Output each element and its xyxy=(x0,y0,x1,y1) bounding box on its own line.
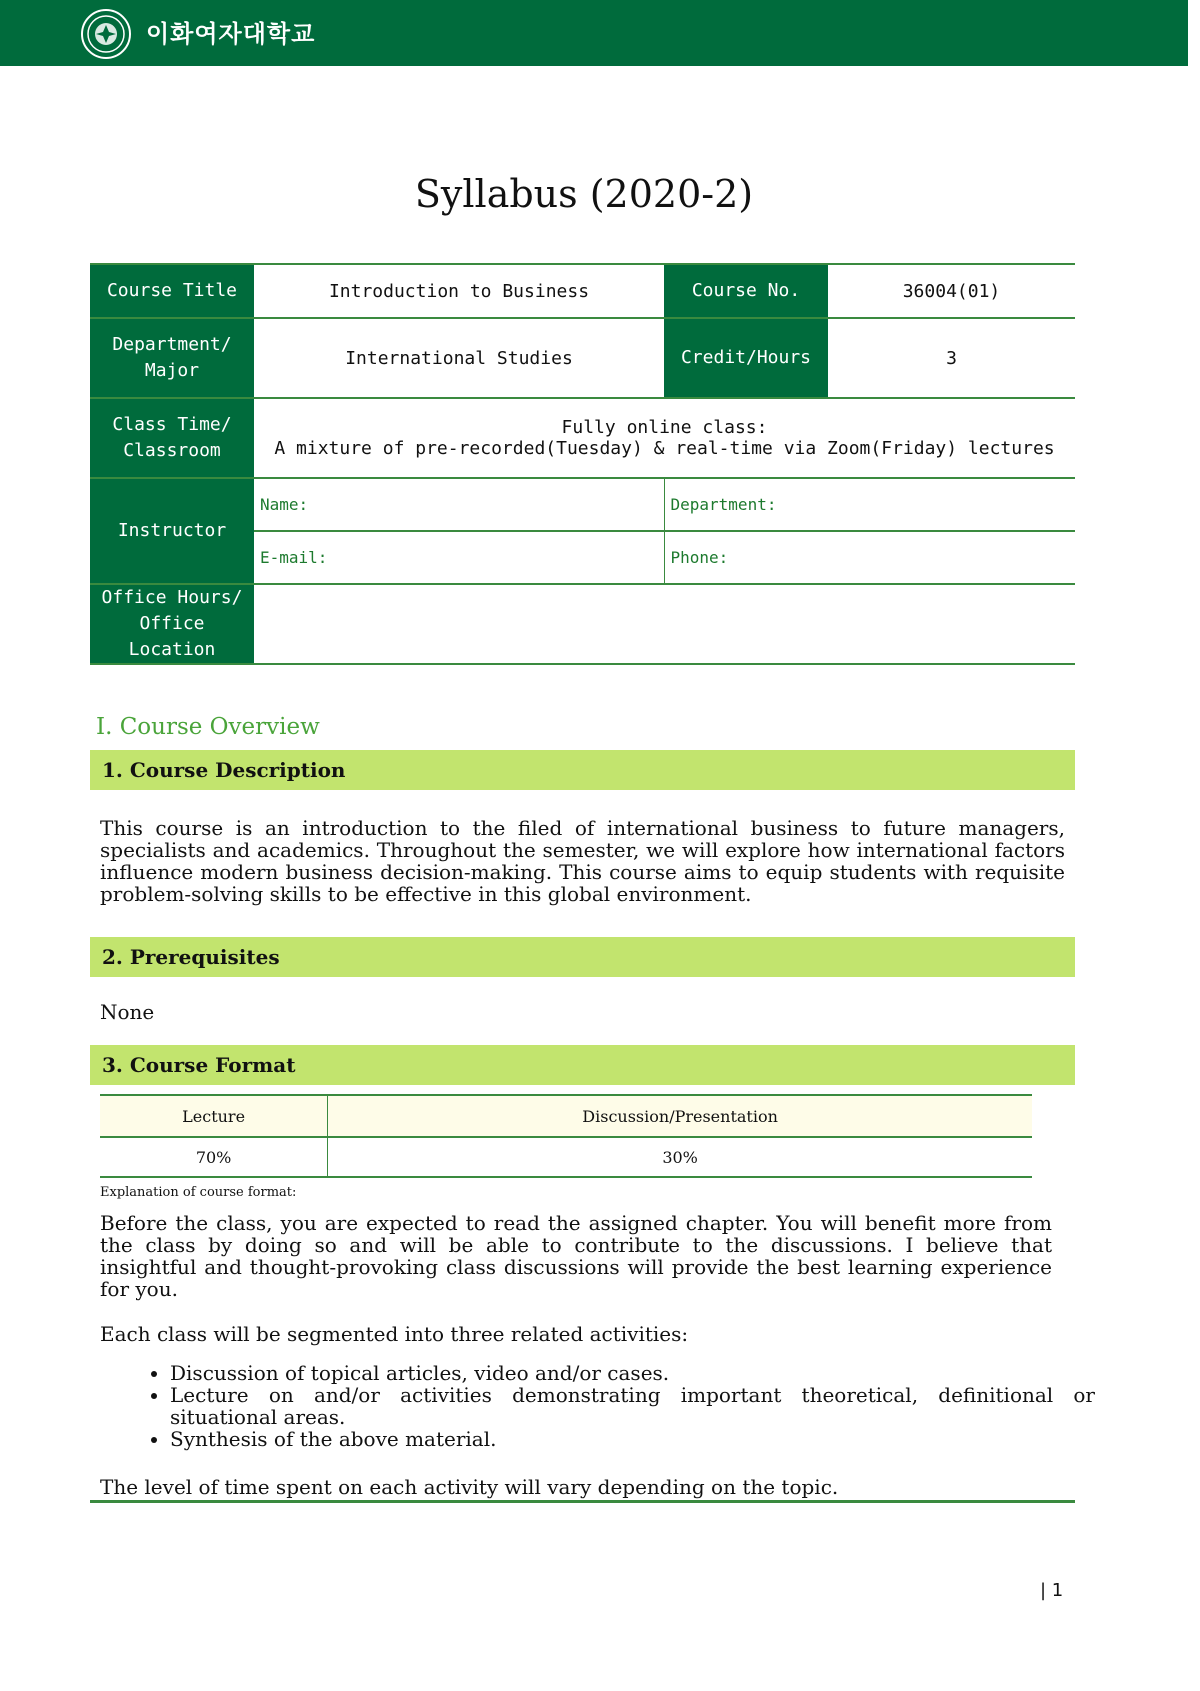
office-label-line-1: Office Hours/ xyxy=(101,587,243,608)
page-number: | 1 xyxy=(1040,1580,1064,1601)
course-format-table xyxy=(100,1094,1032,1178)
list-item: • Lecture on and/or activities demonstrating important theoretical, definitional or situational areas. xyxy=(170,1384,1095,1428)
format-val-discussion: 30% xyxy=(328,1137,1032,1177)
instructor-name-field: Name: xyxy=(254,478,664,531)
instructor-phone-field: Phone: xyxy=(664,531,1075,584)
closing-text: The level of time spent on each activity will vary depending on the topic. xyxy=(100,1475,839,1499)
instructor-department-field: Department: xyxy=(664,478,1075,531)
course-description-text: This course is an introduction to the filed of international business to future managers, specialists and academics. Throughout the semester, we will explore how international factors influence modern business decision-making. This course aims to equip students with requisite problem-solving skills to be effective in this global environment. xyxy=(100,816,1065,906)
class-time-value-line-1: Fully online class: xyxy=(561,417,768,438)
department-label-line-1: Department/ xyxy=(112,334,232,355)
university-seal-icon xyxy=(80,8,132,60)
instructor-label: Instructor xyxy=(90,478,254,584)
segments-intro: Each class will be segmented into three related activities: xyxy=(100,1322,689,1346)
department-value: International Studies xyxy=(254,318,664,398)
prerequisites-text: None xyxy=(100,1000,155,1024)
header-bar xyxy=(0,0,1188,66)
format-col-discussion: Discussion/Presentation xyxy=(328,1095,1032,1137)
course-format-heading: 3. Course Format xyxy=(90,1045,1075,1085)
class-time-value-line-2: A mixture of pre-recorded(Tuesday) & real-time via Zoom(Friday) lectures xyxy=(274,438,1055,459)
course-title-label: Course Title xyxy=(90,264,254,318)
explanation-label: Explanation of course format: xyxy=(100,1185,297,1200)
instructor-email-field: E-mail: xyxy=(254,531,664,584)
document-title: Syllabus (2020-2) xyxy=(414,172,754,216)
section-divider xyxy=(90,1500,1075,1503)
activities-list xyxy=(140,1362,1095,1450)
course-description-heading: 1. Course Description xyxy=(90,750,1075,790)
course-no-value: 36004(01) xyxy=(828,264,1075,318)
credit-value: 3 xyxy=(828,318,1075,398)
department-label-line-2: Major xyxy=(144,360,200,381)
class-time-label-line-1: Class Time/ xyxy=(112,414,232,435)
credit-label: Credit/Hours xyxy=(664,318,828,398)
office-label xyxy=(90,584,254,664)
prerequisites-heading: 2. Prerequisites xyxy=(90,937,1075,977)
university-name: 이화여자대학교 xyxy=(146,20,316,48)
course-no-label: Course No. xyxy=(664,264,828,318)
section-heading-course-overview: Ⅰ. Course Overview xyxy=(96,714,320,740)
explanation-text: Before the class, you are expected to read the assigned chapter. You will benefit more from the class by doing so and will be able to contribute to the discussions. I believe that insightful and thought-provoking class discussions will provide the best learning experience for you. xyxy=(100,1211,1052,1301)
office-value xyxy=(254,584,1075,664)
list-item: • Discussion of topical articles, video and/or cases. xyxy=(170,1362,1095,1384)
department-label xyxy=(90,318,254,398)
course-title-value: Introduction to Business xyxy=(254,264,664,318)
class-time-label xyxy=(90,398,254,478)
list-item: • Synthesis of the above material. xyxy=(170,1428,1095,1450)
course-info-table xyxy=(90,263,1075,665)
format-val-lecture: 70% xyxy=(100,1137,328,1177)
class-time-label-line-2: Classroom xyxy=(123,440,221,461)
format-col-lecture: Lecture xyxy=(100,1095,328,1137)
class-time-value xyxy=(254,398,1075,478)
office-label-line-2: Office Location xyxy=(128,613,216,660)
